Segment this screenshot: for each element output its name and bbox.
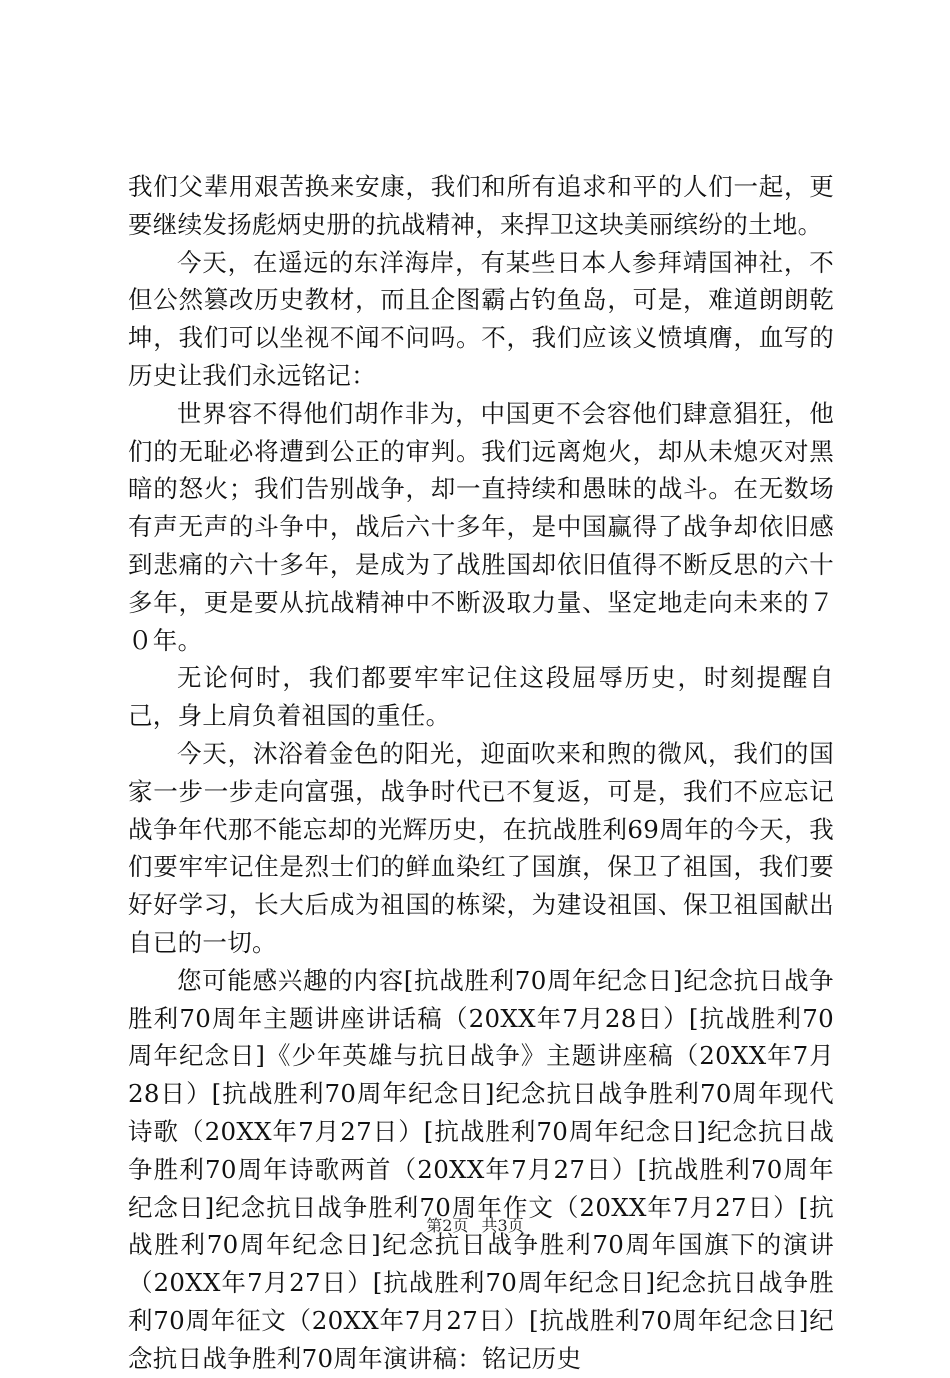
document-body (128, 168, 834, 1378)
page-total: 共3页 (481, 1216, 524, 1235)
page-footer (0, 1215, 950, 1237)
paragraph-1: 我们父辈用艰苦换来安康，我们和所有追求和平的人们一起，更要继续发扬彪炳史册的抗战精神，来捍卫这块美丽缤纷的土地。 (128, 172, 834, 239)
page-number: 第2页 (426, 1216, 469, 1235)
paragraph-4: 无论何时，我们都要牢牢记住这段屈辱历史，时刻提醒自己，身上肩负着祖国的重任。 (128, 663, 834, 731)
paragraph-related-content: 您可能感兴趣的内容[抗战胜利70周年纪念日]纪念抗日战争胜利70周年主题讲座讲话稿（20XX年7月28日）[抗战胜利70周年纪念日]《少年英雄与抗日战争》主题讲座稿（20XX年7月28日）[抗战胜利70周年纪念日]纪念抗日战争胜利70周年现代诗歌（20XX年7月27日）[抗战胜利70周年纪念日]纪念抗日战争胜利70周年诗歌两首（20XX年7月27日）[抗战胜利70周年纪念日]纪念抗日战争胜利70周年作文（20XX年7月27日）[抗战胜利70周年纪念日]纪念抗日战争胜利70周年国旗下的演讲（20XX年7月27日）[抗战胜利70周年纪念日]纪念抗日战争胜利70周年征文（20XX年7月27日）[抗战胜利70周年纪念日]纪念抗日战争胜利70周年演讲稿：铭记历史 (128, 965, 834, 1373)
paragraph-2: 今天，在遥远的东洋海岸，有某些日本人参拜靖国神社，不但公然篡改历史教材，而且企图霸占钓鱼岛，可是，难道朗朗乾坤，我们可以坐视不闻不问吗。不，我们应该义愤填膺，血写的历史让我们永远铭记： (128, 247, 834, 390)
paragraph-5: 今天，沐浴着金色的阳光，迎面吹来和煦的微风，我们的国家一步一步走向富强，战争时代已不复返，可是，我们不应忘记战争年代那不能忘却的光辉历史，在抗战胜利69周年的今天，我们要牢牢记住是烈士们的鲜血染红了国旗，保卫了祖国，我们要好好学习，长大后成为祖国的栋梁，为建设祖国、保卫祖国献出自已的一切。 (128, 738, 834, 957)
paragraph-3: 世界容不得他们胡作非为，中国更不会容他们肆意猖狂，他们的无耻必将遭到公正的审判。我们远离炮火，却从未熄灭对黑暗的怒火；我们告别战争，却一直持续和愚昧的战斗。在无数场有声无声的斗争中，战后六十多年，是中国赢得了战争却依旧感到悲痛的六十多年，是成为了战胜国却依旧值得不断反思的六十多年，更是要从抗战精神中不断汲取力量、坚定地走向未来的７０年。 (128, 398, 834, 655)
